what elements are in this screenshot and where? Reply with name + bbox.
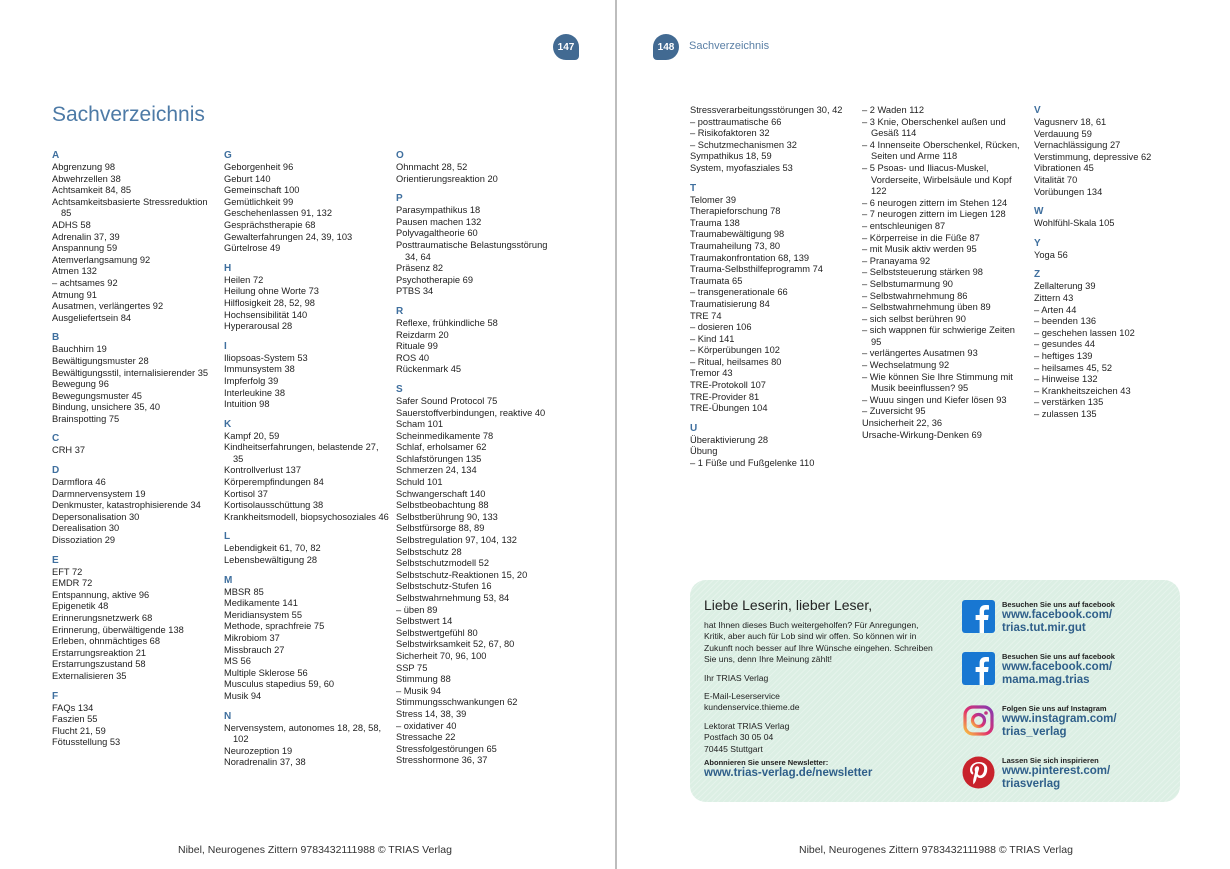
social-link[interactable]: www.facebook.com/ bbox=[1002, 609, 1113, 621]
index-entry: Atmung 91 bbox=[52, 289, 97, 300]
index-entry: Selbstwahrnehmung 53, 84 bbox=[396, 593, 510, 603]
index-entry: – Arten 44 bbox=[1034, 304, 1077, 315]
index-entry: – Schutzmechanismen 32 bbox=[690, 139, 797, 150]
index-entry: MBSR 85 bbox=[224, 586, 264, 597]
index-entry: System, myofasziales 53 bbox=[690, 162, 793, 173]
index-entry: – Selbstwahrnehmung 86 bbox=[862, 290, 968, 301]
index-entry: Selbstfürsorge 88, 89 bbox=[396, 523, 485, 534]
social-link[interactable]: www.facebook.com/ bbox=[1002, 661, 1113, 673]
social-link[interactable]: trias.tut.mir.gut bbox=[1002, 622, 1086, 634]
index-entry: Adrenalin 37, 39 bbox=[52, 231, 120, 242]
social-label: Lassen Sie sich inspirieren bbox=[1002, 756, 1099, 765]
index-letter-heading: W bbox=[1034, 206, 1044, 218]
index-entry: Stimmungsschwankungen 62 bbox=[396, 697, 518, 708]
facebook-icon bbox=[962, 652, 995, 685]
index-entry: Ohnmacht 28, 52 bbox=[396, 162, 468, 172]
index-entry: Geborgenheit 96 bbox=[224, 162, 294, 172]
page-number: 147 bbox=[557, 41, 575, 53]
index-entry: Stressache 22 bbox=[396, 732, 456, 743]
index-entry: Hochsensibilität 140 bbox=[224, 309, 308, 320]
index-entry: Brainspotting 75 bbox=[52, 413, 120, 424]
index-entry: Lebensbewältigung 28 bbox=[224, 555, 318, 566]
index-entry: – 5 Psoas- und Iliacus-Muskel, Vorderseite, Wirbelsäule und Kopf 122 bbox=[862, 162, 1012, 197]
index-entry: Gürtelrose 49 bbox=[224, 243, 281, 254]
index-entry: – Ritual, heilsames 80 bbox=[690, 356, 782, 367]
index-letter-heading: I bbox=[224, 340, 227, 352]
index-entry: – posttraumatische 66 bbox=[690, 116, 782, 127]
index-letter-heading: P bbox=[396, 193, 403, 205]
index-entry: Rückenmark 45 bbox=[396, 364, 462, 375]
index-entry: Selbstschutz 28 bbox=[396, 546, 462, 557]
index-letter-heading: D bbox=[52, 465, 60, 477]
index-entry: Traumabewältigung 98 bbox=[690, 229, 785, 240]
index-entry: – Hinweise 132 bbox=[1034, 374, 1098, 385]
index-entry: Selbstwertgefühl 80 bbox=[396, 627, 478, 638]
index-column bbox=[1034, 105, 1184, 420]
index-letter-heading: M bbox=[224, 574, 233, 586]
index-letter-heading: S bbox=[396, 383, 403, 395]
index-entry: Multiple Sklerose 56 bbox=[224, 667, 308, 678]
index-entry: Orientierungsreaktion 20 bbox=[396, 173, 498, 184]
index-entry: Sauerstoffverbindungen, reaktive 40 bbox=[396, 407, 546, 418]
index-entry: – sich wappnen für schwierige Zeiten 95 bbox=[862, 325, 1015, 347]
social-link[interactable]: triasverlag bbox=[1002, 778, 1061, 790]
index-entry: Denkmuster, katastrophisierende 34 bbox=[52, 500, 201, 511]
index-entry: Traumaheilung 73, 80 bbox=[690, 240, 781, 251]
index-entry: Heilung ohne Worte 73 bbox=[224, 286, 319, 297]
index-entry: Vagusnerv 18, 61 bbox=[1034, 117, 1107, 127]
promo-signature: Ihr TRIAS Verlag bbox=[704, 672, 769, 683]
index-entry: Missbrauch 27 bbox=[224, 644, 285, 655]
index-entry: Hyperarousal 28 bbox=[224, 321, 293, 332]
index-entry: Bindung, unsichere 35, 40 bbox=[52, 402, 161, 413]
index-entry: Reizdarm 20 bbox=[396, 329, 449, 340]
index-entry: Zittern 43 bbox=[1034, 292, 1074, 303]
index-entry: Kampf 20, 59 bbox=[224, 430, 280, 441]
index-entry: Tremor 43 bbox=[690, 368, 733, 379]
index-entry: Selbstschutz-Stufen 16 bbox=[396, 581, 492, 592]
index-entry: Traumata 65 bbox=[690, 275, 743, 286]
page-number-badge bbox=[653, 34, 679, 60]
newsletter-label: Abonnieren Sie unsere Newsletter: bbox=[704, 758, 829, 768]
index-entry: Interleukine 38 bbox=[224, 387, 285, 398]
facebook-icon bbox=[962, 600, 995, 633]
index-entry: – 3 Knie, Oberschenkel außen und Gesäß 114 bbox=[862, 116, 1006, 139]
index-entry: Atmen 132 bbox=[52, 266, 97, 277]
social-link[interactable]: www.pinterest.com/ bbox=[1002, 765, 1111, 777]
index-entry: Selbstberührung 90, 133 bbox=[396, 511, 498, 522]
index-entry: Übung bbox=[690, 446, 718, 457]
index-entry: Intuition 98 bbox=[224, 399, 270, 410]
index-entry: Reflexe, frühkindliche 58 bbox=[396, 317, 498, 328]
index-entry: Heilen 72 bbox=[224, 274, 264, 285]
promo-body bbox=[704, 620, 934, 780]
index-entry: Ursache-Wirkung-Denken 69 bbox=[862, 429, 982, 440]
instagram-icon bbox=[962, 704, 995, 737]
index-letter-heading: Y bbox=[1034, 237, 1041, 249]
index-entry: Depersonalisation 30 bbox=[52, 511, 140, 522]
index-entry: – 2 Waden 112 bbox=[862, 105, 925, 115]
index-entry: Schlafstörungen 135 bbox=[396, 453, 482, 464]
social-link[interactable]: mama.mag.trias bbox=[1002, 674, 1090, 686]
index-entry: – verstärken 135 bbox=[1034, 397, 1104, 408]
index-entry: Entspannung, aktive 96 bbox=[52, 589, 150, 600]
index-entry: Hilflosigkeit 28, 52, 98 bbox=[224, 297, 315, 308]
index-entry: – Wie können Sie Ihre Stimmung mit Musik beeinflussen? 95 bbox=[862, 371, 1013, 394]
index-entry: Vorübungen 134 bbox=[1034, 186, 1103, 197]
index-entry: – zulassen 135 bbox=[1034, 408, 1097, 419]
social-link[interactable]: www.instagram.com/ bbox=[1002, 713, 1117, 725]
index-entry: TRE 74 bbox=[690, 310, 722, 321]
index-letter-heading: B bbox=[52, 332, 60, 344]
index-entry: Posttraumatische Belastungsstörung 34, 64 bbox=[396, 239, 548, 262]
email-label: E-Mail-Leserservice bbox=[704, 691, 780, 702]
index-letter-heading: K bbox=[224, 418, 232, 430]
index-entry: Ausatmen, verlängertes 92 bbox=[52, 301, 164, 312]
index-entry: – beenden 136 bbox=[1034, 316, 1097, 327]
index-entry: Erinnerung, überwältigende 138 bbox=[52, 624, 184, 635]
index-entry: – entschleunigen 87 bbox=[862, 220, 946, 231]
index-entry: Impferfolg 39 bbox=[224, 375, 279, 386]
page-footer: Nibel, Neurogenes Zittern 9783432111988 © TRIAS Verlag bbox=[178, 844, 452, 856]
index-entry: Yoga 56 bbox=[1034, 249, 1068, 260]
index-entry: Atemverlangsamung 92 bbox=[52, 254, 151, 265]
index-entry: Achtsamkeit 84, 85 bbox=[52, 185, 132, 196]
index-entry: Selbstregulation 97, 104, 132 bbox=[396, 535, 517, 546]
index-entry: Selbstbeobachtung 88 bbox=[396, 500, 489, 511]
index-entry: Bewältigungsstil, internalisierender 35 bbox=[52, 367, 209, 378]
index-entry: Vibrationen 45 bbox=[1034, 163, 1094, 174]
index-entry: Präsenz 82 bbox=[396, 263, 444, 274]
index-entry: Musik 94 bbox=[224, 690, 262, 701]
index-entry: Mikrobiom 37 bbox=[224, 633, 280, 643]
index-entry: Psychotherapie 69 bbox=[396, 274, 474, 285]
index-entry: Abwehrzellen 38 bbox=[52, 173, 121, 184]
page-number: 148 bbox=[657, 41, 675, 53]
index-entry: MS 56 bbox=[224, 656, 251, 667]
index-entry: PTBS 34 bbox=[396, 286, 434, 297]
index-entry: – Kind 141 bbox=[690, 333, 735, 344]
index-entry: – Wuuu singen und Kiefer lösen 93 bbox=[862, 394, 1007, 405]
index-entry: Geburt 140 bbox=[224, 173, 271, 184]
index-entry: ROS 40 bbox=[396, 352, 430, 363]
index-entry: – sich selbst berühren 90 bbox=[862, 313, 966, 324]
index-entry: TRE-Übungen 104 bbox=[690, 403, 768, 414]
index-entry: Flucht 21, 59 bbox=[52, 725, 106, 736]
index-entry: Ausgeliefertsein 84 bbox=[52, 312, 132, 323]
address-line: 70445 Stuttgart bbox=[704, 743, 763, 754]
index-entry: – gesundes 44 bbox=[1034, 339, 1095, 350]
index-entry: Körperempfindungen 84 bbox=[224, 477, 324, 488]
index-entry: Bewegung 96 bbox=[52, 379, 109, 390]
index-entry: – heilsames 45, 52 bbox=[1034, 362, 1113, 373]
index-entry: EMDR 72 bbox=[52, 578, 93, 589]
index-entry: Traumatisierung 84 bbox=[690, 298, 770, 309]
index-letter-heading: G bbox=[224, 150, 232, 161]
index-entry: Gewalterfahrungen 24, 39, 103 bbox=[224, 231, 353, 242]
promo-intro: hat Ihnen dieses Buch weitergeholfen? Für Anregungen, Kritik, aber auch für Lob sind wir offen. So können wir in Zukunft noch besser auf Ihre Wünsche eingehen. Schreiben Sie uns, denn Ihre Meinung zählt! bbox=[704, 620, 933, 665]
index-entry: Erinnerungsnetzwerk 68 bbox=[52, 613, 153, 623]
index-entry: Safer Sound Protocol 75 bbox=[396, 395, 498, 406]
index-entry: Meridiansystem 55 bbox=[224, 609, 303, 620]
index-entry: – Körperreise in die Füße 87 bbox=[862, 232, 980, 243]
index-letter-heading: U bbox=[690, 422, 698, 434]
index-entry: – Selbstumarmung 90 bbox=[862, 278, 953, 289]
index-entry: Kortisolausschüttung 38 bbox=[224, 500, 324, 511]
index-entry: Dissoziation 29 bbox=[52, 535, 116, 546]
index-letter-heading: E bbox=[52, 554, 59, 566]
index-entry: Bewältigungsmuster 28 bbox=[52, 355, 149, 366]
index-entry: Gemütlichkeit 99 bbox=[224, 196, 294, 207]
index-entry: TRE-Protokoll 107 bbox=[690, 380, 766, 391]
index-entry: Achtsamkeitsbasierte Stressreduktion 85 bbox=[52, 196, 208, 219]
address-line: Lektorat TRIAS Verlag bbox=[704, 720, 790, 731]
promo-heading: Liebe Leserin, lieber Leser, bbox=[704, 597, 873, 613]
index-letter-heading: H bbox=[224, 262, 232, 274]
index-entry: SSP 75 bbox=[396, 662, 428, 673]
index-entry: Stresshormone 36, 37 bbox=[396, 755, 488, 766]
index-letter-heading: O bbox=[396, 150, 404, 161]
index-column bbox=[52, 150, 217, 749]
index-entry: Schwangerschaft 140 bbox=[396, 488, 486, 499]
index-entry: Externalisieren 35 bbox=[52, 670, 127, 681]
index-column bbox=[862, 105, 1027, 441]
index-entry: Erstarrungsreaktion 21 bbox=[52, 647, 147, 658]
index-entry: – 4 Innenseite Oberschenkel, Rücken, Seiten und Arme 118 bbox=[862, 139, 1020, 162]
index-entry: Selbstwirksamkeit 52, 67, 80 bbox=[396, 639, 515, 650]
index-entry: Fötusstellung 53 bbox=[52, 737, 121, 748]
index-entry: – Wechselatmung 92 bbox=[862, 360, 950, 371]
index-entry: – 1 Füße und Fußgelenke 110 bbox=[690, 458, 815, 469]
index-entry: Sympathikus 18, 59 bbox=[690, 151, 772, 162]
pinterest-icon bbox=[962, 756, 995, 789]
page-number-badge bbox=[553, 34, 579, 60]
index-entry: Selbstschutz-Reaktionen 15, 20 bbox=[396, 569, 528, 580]
page-footer: Nibel, Neurogenes Zittern 9783432111988 © TRIAS Verlag bbox=[799, 844, 1073, 856]
index-entry: Schlaf, erholsamer 62 bbox=[396, 442, 487, 453]
index-entry: Noradrenalin 37, 38 bbox=[224, 757, 306, 768]
index-letter-heading: N bbox=[224, 710, 232, 722]
index-entry: – oxidativer 40 bbox=[396, 720, 457, 731]
index-entry: Lebendigkeit 61, 70, 82 bbox=[224, 543, 321, 554]
index-entry: Musculus stapedius 59, 60 bbox=[224, 679, 335, 690]
index-entry: Verstimmung, depressive 62 bbox=[1034, 151, 1152, 162]
index-entry: Neurozeption 19 bbox=[224, 745, 293, 756]
social-link[interactable]: trias_verlag bbox=[1002, 726, 1067, 738]
index-column bbox=[224, 150, 389, 769]
index-letter-heading: V bbox=[1034, 105, 1041, 116]
index-entry: Trauma 138 bbox=[690, 217, 740, 228]
index-entry: Geschehenlassen 91, 132 bbox=[224, 208, 333, 219]
index-entry: Selbstschutzmodell 52 bbox=[396, 558, 490, 569]
index-entry: Traumakonfrontation 68, 139 bbox=[690, 252, 810, 263]
index-entry: Pausen machen 132 bbox=[396, 216, 482, 227]
index-letter-heading: R bbox=[396, 305, 404, 317]
index-entry: – mit Musik aktiv werden 95 bbox=[862, 244, 977, 255]
index-entry: Verdauung 59 bbox=[1034, 128, 1092, 139]
index-entry: Nervensystem, autonomes 18, 28, 58, 102 bbox=[224, 722, 382, 745]
index-entry: Zellalterung 39 bbox=[1034, 281, 1096, 292]
index-entry: Anspannung 59 bbox=[52, 243, 118, 254]
index-entry: – Zuversicht 95 bbox=[862, 406, 926, 417]
index-entry: – Körperübungen 102 bbox=[690, 345, 780, 356]
social-label: Besuchen Sie uns auf facebook bbox=[1002, 652, 1115, 661]
email-address[interactable]: kundenservice.thieme.de bbox=[704, 702, 800, 713]
right-page bbox=[617, 0, 1230, 869]
index-entry: Immunsystem 38 bbox=[224, 364, 295, 375]
index-entry: Gemeinschaft 100 bbox=[224, 185, 300, 196]
index-entry: Telomer 39 bbox=[690, 194, 736, 205]
index-column bbox=[690, 105, 855, 470]
index-entry: Scheinmedikamente 78 bbox=[396, 430, 494, 441]
index-entry: Therapieforschung 78 bbox=[690, 206, 781, 217]
index-entry: Kontrollverlust 137 bbox=[224, 465, 301, 476]
index-entry: Iliopsoas-System 53 bbox=[224, 352, 308, 363]
index-entry: Methode, sprachfreie 75 bbox=[224, 621, 325, 632]
index-entry: Stress 14, 38, 39 bbox=[396, 708, 467, 719]
newsletter-link[interactable]: www.trias-verlag.de/newsletter bbox=[704, 767, 873, 780]
index-entry: Vitalität 70 bbox=[1034, 174, 1078, 185]
index-entry: Stressfolgestörungen 65 bbox=[396, 743, 497, 754]
index-entry: Darmnervensystem 19 bbox=[52, 488, 146, 499]
index-letter-heading: T bbox=[690, 182, 697, 194]
index-entry: – Selbststeuerung stärken 98 bbox=[862, 267, 983, 278]
index-entry: Gesprächstherapie 68 bbox=[224, 219, 316, 230]
index-entry: – Risikofaktoren 32 bbox=[690, 128, 770, 139]
index-entry: Schmerzen 24, 134 bbox=[396, 465, 477, 476]
index-entry: – achtsames 92 bbox=[52, 277, 118, 288]
index-entry: – 7 neurogen zittern im Liegen 128 bbox=[862, 209, 1006, 220]
index-letter-heading: L bbox=[224, 531, 231, 543]
index-entry: Stimmung 88 bbox=[396, 674, 451, 685]
index-entry: Derealisation 30 bbox=[52, 523, 120, 534]
index-entry: Unsicherheit 22, 36 bbox=[862, 418, 943, 429]
page-title: Sachverzeichnis bbox=[52, 103, 205, 126]
index-entry: Krankheitsmodell, biopsychosoziales 46 bbox=[224, 511, 389, 522]
index-entry: Medikamente 141 bbox=[224, 598, 298, 609]
index-entry: Erstarrungszustand 58 bbox=[52, 659, 146, 670]
index-entry: ADHS 58 bbox=[52, 219, 91, 230]
index-entry: FAQs 134 bbox=[52, 702, 94, 713]
index-entry: – Selbstwahrnehmung üben 89 bbox=[862, 302, 991, 313]
index-entry: Überaktivierung 28 bbox=[690, 434, 769, 445]
running-head: Sachverzeichnis bbox=[689, 40, 770, 52]
index-entry: – verlängertes Ausatmen 93 bbox=[862, 348, 978, 359]
index-entry: EFT 72 bbox=[52, 566, 83, 577]
index-entry: Faszien 55 bbox=[52, 714, 98, 725]
index-entry: Rituale 99 bbox=[396, 341, 438, 352]
index-entry: – üben 89 bbox=[396, 604, 438, 615]
reader-contact-box bbox=[690, 580, 1180, 802]
index-entry: Abgrenzung 98 bbox=[52, 162, 116, 172]
index-entry: Trauma-Selbsthilfeprogramm 74 bbox=[690, 264, 823, 275]
index-entry: Kortisol 37 bbox=[224, 488, 268, 499]
index-entry: Vernachlässigung 27 bbox=[1034, 140, 1121, 151]
index-letter-heading: F bbox=[52, 690, 59, 702]
index-entry: Selbstwert 14 bbox=[396, 616, 453, 627]
index-entry: Scham 101 bbox=[396, 419, 444, 430]
index-entry: Kindheitserfahrungen, belastende 27, 35 bbox=[224, 442, 379, 464]
index-entry: Sicherheit 70, 96, 100 bbox=[396, 650, 487, 661]
index-entry: – transgenerationale 66 bbox=[690, 287, 788, 298]
index-entry: Wohlfühl-Skala 105 bbox=[1034, 218, 1115, 229]
index-entry: – 6 neurogen zittern im Stehen 124 bbox=[862, 197, 1008, 208]
index-entry: – Pranayama 92 bbox=[862, 255, 931, 266]
index-entry: Polyvagaltheorie 60 bbox=[396, 228, 478, 239]
index-entry: TRE-Provider 81 bbox=[690, 391, 760, 402]
index-letter-heading: Z bbox=[1034, 269, 1041, 281]
social-label: Besuchen Sie uns auf facebook bbox=[1002, 600, 1115, 609]
index-entry: – Krankheitszeichen 43 bbox=[1034, 385, 1131, 396]
index-entry: Bewegungsmuster 45 bbox=[52, 390, 142, 401]
index-entry: Bauchhirn 19 bbox=[52, 344, 107, 355]
index-entry: – heftiges 139 bbox=[1034, 350, 1093, 361]
index-entry: Epigenetik 48 bbox=[52, 601, 109, 612]
index-entry: Stressverarbeitungsstörungen 30, 42 bbox=[690, 105, 843, 115]
social-label: Folgen Sie uns auf Instagram bbox=[1002, 704, 1107, 713]
index-entry: Parasympathikus 18 bbox=[396, 205, 481, 216]
index-entry: Erleben, ohnmächtiges 68 bbox=[52, 636, 161, 647]
index-entry: – dosieren 106 bbox=[690, 322, 752, 333]
index-letter-heading: C bbox=[52, 433, 60, 445]
address-line: Postfach 30 05 04 bbox=[704, 732, 774, 743]
index-entry: – Musik 94 bbox=[396, 685, 441, 696]
index-letter-heading: A bbox=[52, 150, 60, 161]
index-entry: – geschehen lassen 102 bbox=[1034, 327, 1135, 338]
index-entry: CRH 37 bbox=[52, 445, 86, 456]
index-column bbox=[396, 150, 556, 767]
index-entry: Schuld 101 bbox=[396, 477, 443, 488]
index-entry: Darmflora 46 bbox=[52, 477, 106, 488]
